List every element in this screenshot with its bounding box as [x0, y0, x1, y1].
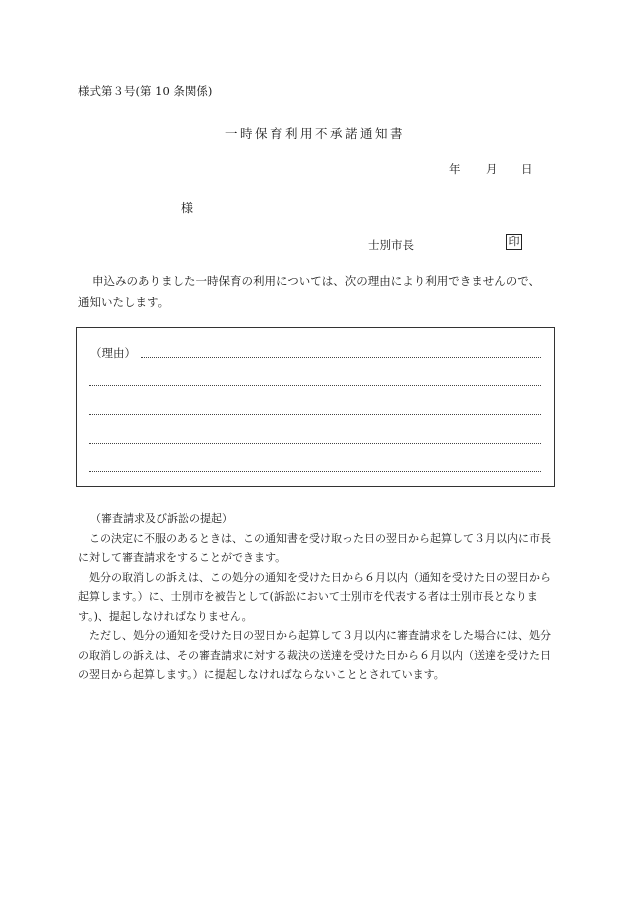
reason-dotted-line	[141, 357, 541, 358]
date-year-label: 年	[449, 162, 461, 176]
date-day-label: 日	[521, 162, 533, 176]
appeal-paragraph: この決定に不服のあるときは、この通知書を受け取った日の翌日から起算して３月以内に市長に対して審査請求をすることができます。	[78, 531, 551, 564]
issuer-name: 士別市長	[368, 238, 414, 252]
document-title: 一時保育利用不承諾通知書	[224, 126, 405, 141]
addressee-suffix: 様	[181, 201, 194, 215]
reason-label: （理由）	[90, 346, 136, 360]
appeal-notice-heading: （審査請求及び訴訟の提起）	[90, 512, 233, 525]
reason-dotted-line	[89, 443, 541, 444]
appeal-paragraph: 処分の取消しの訴えは、この処分の通知を受けた日から６月以内（通知を受けた日の翌日から起算します。）に、士別市を被告として(訴訟において士別市を代表する者は士別市長となります。)、提起しなければなりません。	[78, 570, 551, 623]
seal-mark: 印	[506, 234, 522, 250]
body-text	[78, 271, 560, 313]
reason-box	[76, 327, 555, 487]
date-month-label: 月	[486, 162, 498, 176]
reason-dotted-line	[89, 385, 541, 386]
reason-dotted-line	[89, 471, 541, 472]
body-line-2: 通知いたします。	[78, 295, 170, 309]
appeal-notice	[78, 509, 560, 685]
body-line-1: 申込みのありました一時保育の利用については、次の理由により利用できませんので、	[92, 274, 541, 288]
form-number: 様式第３号(第 10 条関係)	[78, 84, 213, 98]
appeal-paragraph: ただし、処分の通知を受けた日の翌日から起算して３月以内に審査請求をした場合には、処分の取消しの訴えは、その審査請求に対する裁決の送達を受けた日から６月以内（送達を受けた日の翌日から起算します。）に提起しなければならないこととされています。	[78, 629, 551, 681]
reason-dotted-line	[89, 414, 541, 415]
